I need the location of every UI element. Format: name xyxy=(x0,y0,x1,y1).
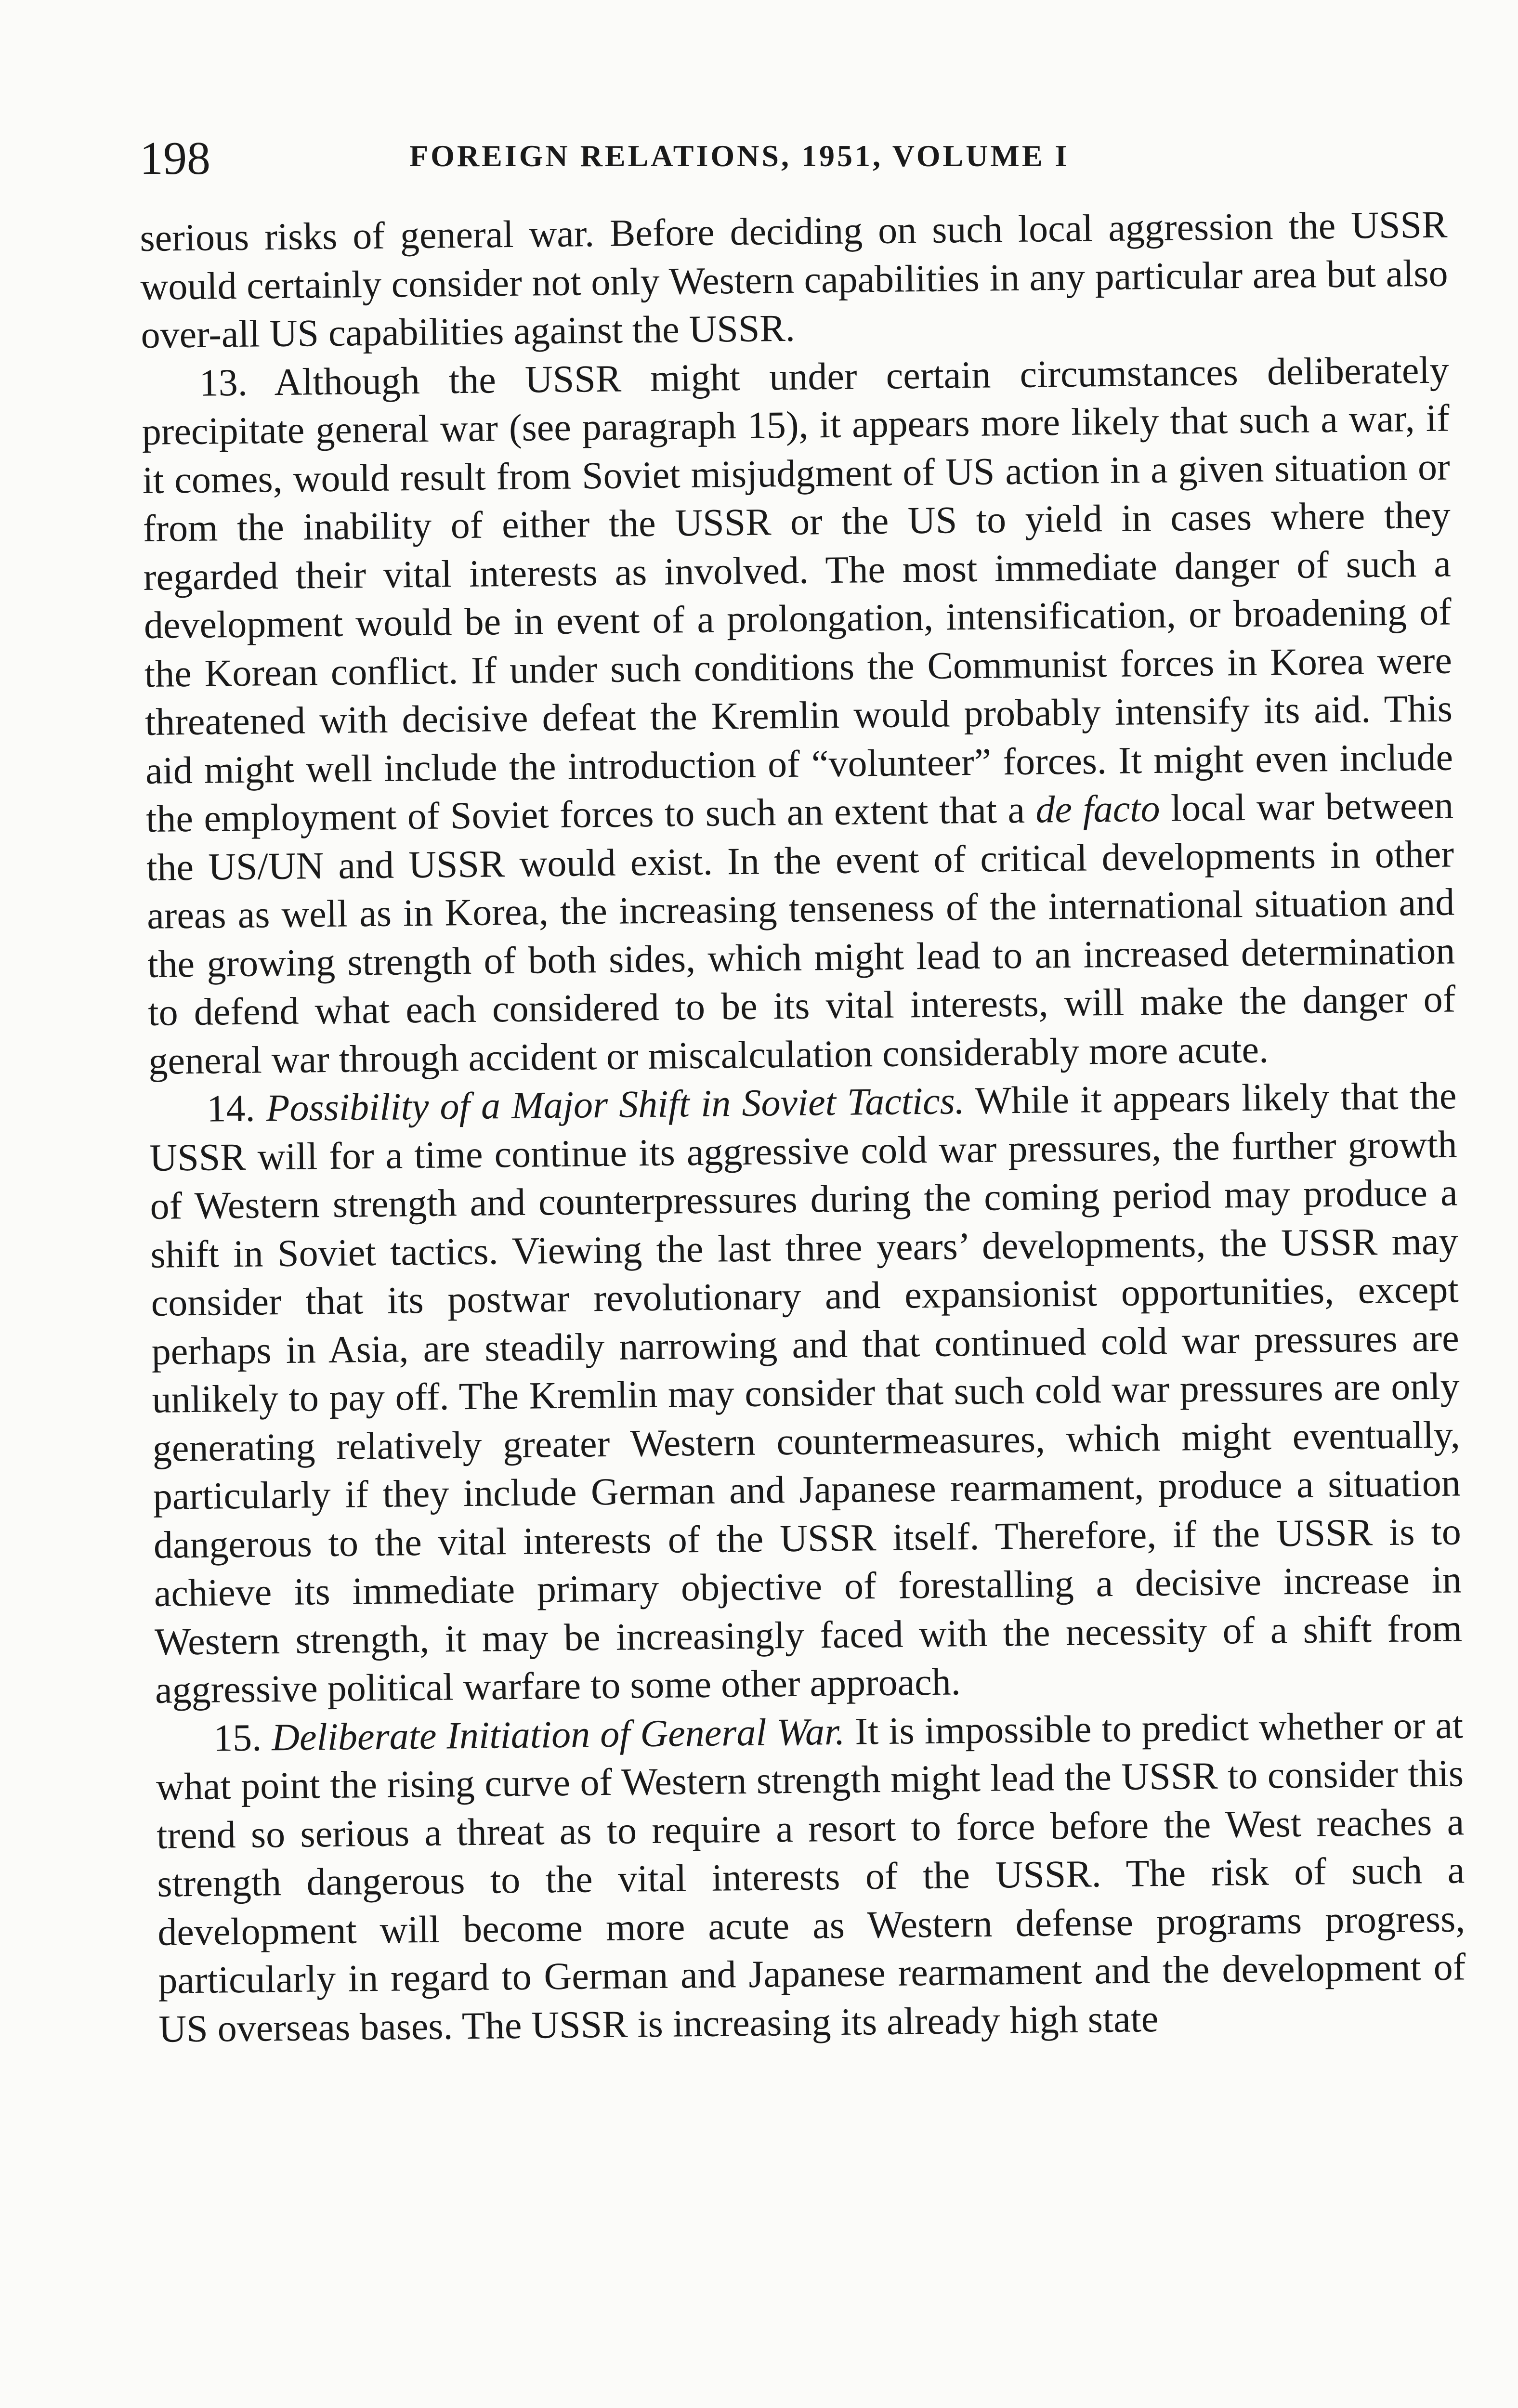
paragraph-text: Although the USSR might under certain circumstances deliberately precipitate general war (see paragraph 15), it appears more likely that such a war, if it comes, would result from Soviet misjudgment of US action in a given situation or from the inability of either the USSR or the US to yield in cases where they regarded their vital interests as involved. The most immediate danger of such a development would be in event of a prolongation, intensification, or broadening of the Korean conflict. If under such conditions the Communist forces in Korea were threatened with decisive defeat the Kremlin would probably intensify its aid. This aid might well include the introduction of “volunteer” forces. It might even include the employment of Soviet forces to such an extent that a xyxy=(142,349,1453,840)
paragraph-13 xyxy=(141,346,1456,1086)
paragraph-text: local war between the US/UN and USSR would exist. In the event of critical developments in other areas as well as in Korea, the increasing tenseness of the international situation and the growing strength of both sides, which might lead to an increased determination to defend what each considered to be its vital interests, will make the danger of general war through accident or miscalculation considerably more acute. xyxy=(146,784,1456,1083)
paragraph-14 xyxy=(149,1072,1463,1714)
paragraph-text: It is impossible to predict whether or at what point the rising curve of Western strength might lead the USSR to consider this trend so serious a threat as to require a resort to force before the West reaches a strength dangerous to the vital interests of the USSR. The risk of such a development will become more acute as Western defense programs progress, particularly in regard to German and Japanese rearmament and the development of US overseas bases. The USSR is increasing its already high state xyxy=(156,1703,1466,2051)
continuation-paragraph: serious risks of general war. Before deciding on such local aggression the USSR would certainly consider not only Western capabilities in any particular area but also over-all US capabilities against the USSR. xyxy=(140,203,1448,356)
paragraph-number: 13. xyxy=(199,361,248,405)
paragraph-heading: Possibility of a Major Shift in Soviet Tactics. xyxy=(266,1080,965,1130)
paragraph-number: 14. xyxy=(206,1087,255,1130)
running-header xyxy=(140,132,1440,193)
page-number: 198 xyxy=(140,132,210,184)
running-title: FOREIGN RELATIONS, 1951, VOLUME I xyxy=(409,139,1070,173)
body-text xyxy=(140,201,1466,2054)
paragraph-heading: Deliberate Initiation of General War. xyxy=(271,1710,845,1759)
italic-term: de facto xyxy=(1035,787,1160,831)
paragraph-text: While it appears likely that the USSR will for a time continue its aggressive cold war pressures, the further growth of Western strength and counterpressures during the coming period may produce a shift in Soviet tactics. Viewing the last three years’ developments, the USSR may consider that its postwar revolutionary and expansionist opportunities, except perhaps in Asia, are steadily narrowing and that continued cold war pressures are unlikely to pay off. The Kremlin may consider that such cold war pressures are only generating relatively greater Western countermeasures, which might eventually, particularly if they include German and Japanese rearmament, produce a situation dangerous to the vital interests of the USSR itself. Therefore, if the USSR is to achieve its immediate primary objective of forestalling a decisive increase in Western strength, it may be increasingly faced with the necessity of a shift from aggressive political warfare to some other approach. xyxy=(149,1074,1463,1712)
paragraph-number: 15. xyxy=(213,1716,262,1760)
paragraph-15 xyxy=(156,1701,1466,2054)
